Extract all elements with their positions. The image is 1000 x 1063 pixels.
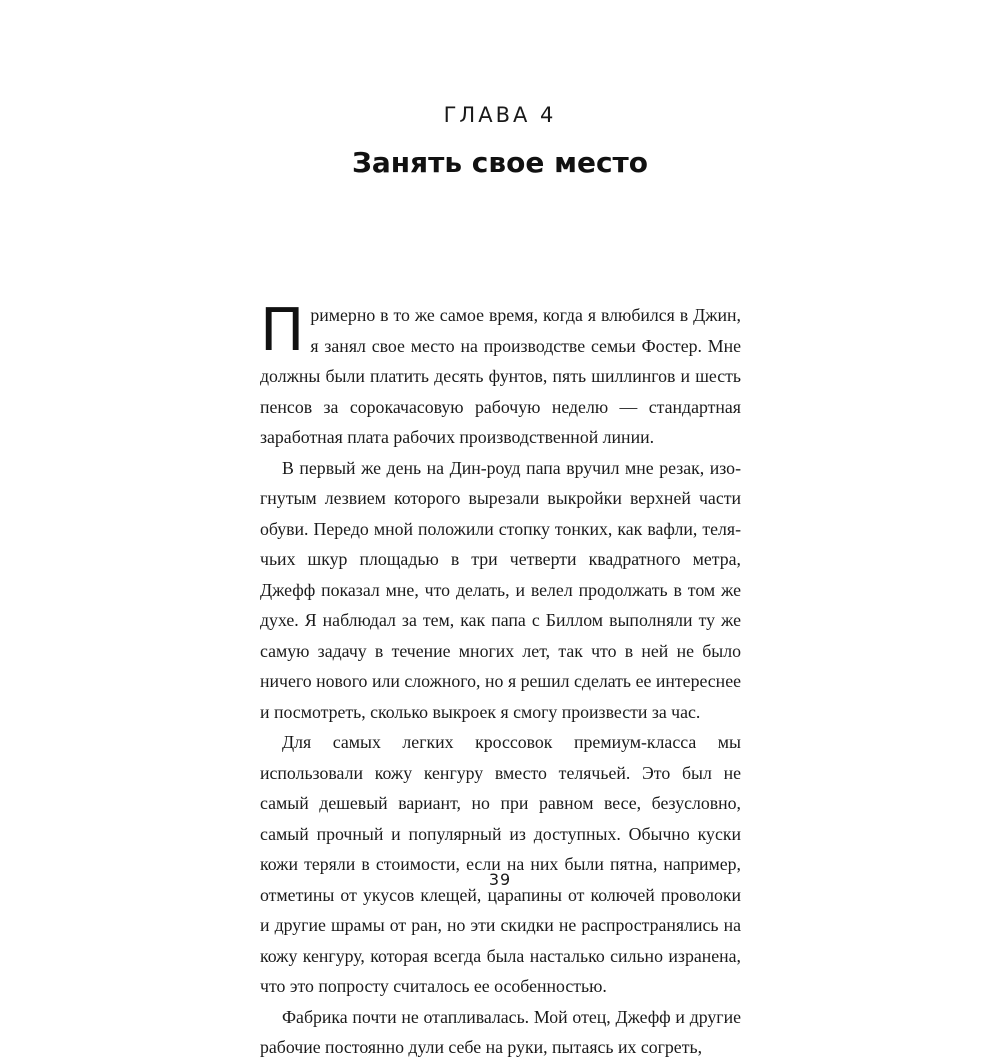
drop-cap: П [260,295,305,364]
paragraph-2: В первый же день на Дин-роуд папа вручил мне резак, изогнутым лезвием которого вырезали выкройки верхней части обуви. Передо мной положили стопку тонких, как вафли, телячьих шкур площадью в три четверти квадратного метра, Джефф показал мне, что делать, и велел продолжать в том же духе. Я наблюдал за тем, как папа с Биллом выполняли ту же самую задачу в течение многих лет, так что в ней не было ничего нового или сложного, но я решил сделать ее интереснее и посмотреть, сколько выкроек я смогу произвести за час. [260,457,741,722]
paragraph-1 [260,295,741,453]
chapter-label: ГЛАВА 4 [443,103,557,127]
page-number: 39 [488,870,512,889]
body-text [260,295,741,1063]
paragraph-3: Для самых легких кроссовок премиум-класса мы использовали кожу кенгуру вместо телячьей. Это был не самый дешевый вариант, но при равном весе, безусловно, самый прочный и популярный из доступных. Обычно куски кожи теряли в стоимости, если на них были пятна, например, отметины от укусов клещей, царапины от колючей проволоки и другие шрамы от ран, но эти скидки не распространялись на кожу кенгуру, которая всегда была насталько сильно изранена, что это попросту считалось ее особенностью. [260,732,741,996]
paragraph-1-text: римерно в то же самое время, когда я влюбился в Джин, я занял свое место на производстве семьи Фостер. Мне должны были платить десять фунтов, пять шиллингов и шесть пенсов за сорокачасовую рабочую неделю — стандартная заработная плата рабочих производственной линии. [260,305,741,447]
paragraph-4: Фабрика почти не отапливалась. Мой отец, Джефф и другие рабочие постоянно дули себе на руки, пытаясь их согреть, [260,1006,741,1057]
chapter-title: Занять свое место [351,146,649,179]
